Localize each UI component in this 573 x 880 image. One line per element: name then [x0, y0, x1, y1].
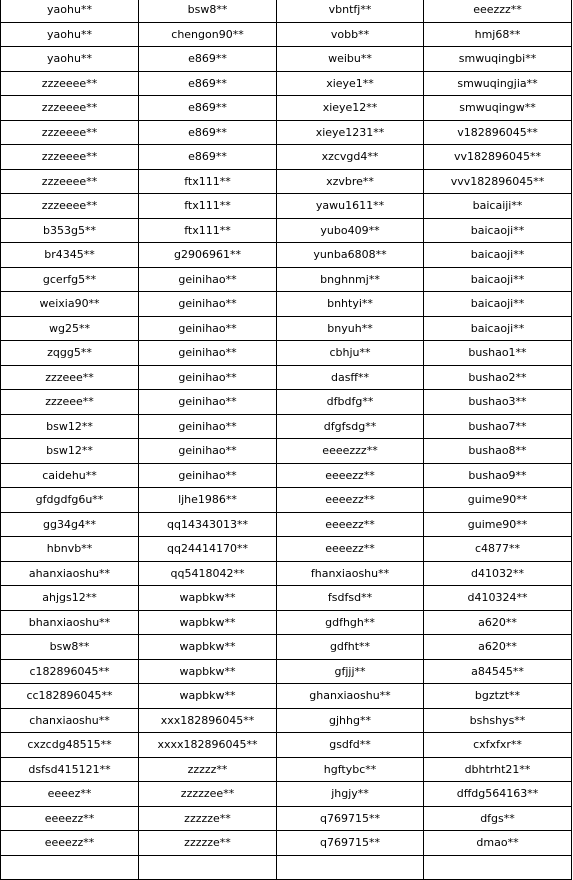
table-row	[1, 365, 572, 390]
table-cell: yunba6808**	[277, 243, 424, 268]
table-cell: ftx111**	[139, 194, 277, 219]
table-row	[1, 316, 572, 341]
table-row	[1, 145, 572, 170]
table-cell: gg34g4**	[1, 512, 139, 537]
table-cell: baicaoji**	[424, 316, 572, 341]
table-cell: dasff**	[277, 365, 424, 390]
table-cell: guime90**	[424, 512, 572, 537]
table-cell: weixia90**	[1, 292, 139, 317]
table-cell: e869**	[139, 47, 277, 72]
table-cell: wg25**	[1, 316, 139, 341]
table-cell: eeeezz**	[1, 806, 139, 831]
table-cell: yawu1611**	[277, 194, 424, 219]
table-cell: q769715**	[277, 831, 424, 856]
table-cell: v182896045**	[424, 120, 572, 145]
table-cell: xzvbre**	[277, 169, 424, 194]
table-cell	[277, 855, 424, 880]
table-cell: geinihao**	[139, 316, 277, 341]
table-cell: baicaoji**	[424, 267, 572, 292]
table-cell: cbhju**	[277, 341, 424, 366]
table-cell: wapbkw**	[139, 684, 277, 709]
table-row	[1, 806, 572, 831]
table-cell: baicaoji**	[424, 292, 572, 317]
table-cell: e869**	[139, 145, 277, 170]
table-cell: ghanxiaoshu**	[277, 684, 424, 709]
table-cell: geinihao**	[139, 292, 277, 317]
table-cell: wapbkw**	[139, 610, 277, 635]
table-cell: e869**	[139, 120, 277, 145]
table-row	[1, 488, 572, 513]
table-cell: ftx111**	[139, 218, 277, 243]
table-cell: chanxiaoshu**	[1, 708, 139, 733]
table-cell: dffdg564163**	[424, 782, 572, 807]
table-cell: dsfsd415121**	[1, 757, 139, 782]
table-cell: geinihao**	[139, 439, 277, 464]
table-cell: smwuqingbi**	[424, 47, 572, 72]
table-cell: eeeez**	[1, 782, 139, 807]
table-cell: qq5418042**	[139, 561, 277, 586]
table-cell: a620**	[424, 610, 572, 635]
table-cell: bnghnmj**	[277, 267, 424, 292]
table-row	[1, 47, 572, 72]
table-cell: d41032**	[424, 561, 572, 586]
table-cell: smwuqingjia**	[424, 71, 572, 96]
table-cell: hbnvb**	[1, 537, 139, 562]
table-cell: zzzeeee**	[1, 145, 139, 170]
table-row	[1, 243, 572, 268]
table-row	[1, 194, 572, 219]
table-cell: a620**	[424, 635, 572, 660]
table-cell: yaohu**	[1, 22, 139, 47]
table-row	[1, 635, 572, 660]
table-cell: eeeezz**	[277, 488, 424, 513]
table-cell: wapbkw**	[139, 659, 277, 684]
table-cell: xieye1231**	[277, 120, 424, 145]
table-cell: gfdgdfg6u**	[1, 488, 139, 513]
table-cell: g2906961**	[139, 243, 277, 268]
table-cell: zzzzze**	[139, 806, 277, 831]
table-cell: dfgs**	[424, 806, 572, 831]
table-cell: bshshys**	[424, 708, 572, 733]
table-cell: zzzzze**	[139, 831, 277, 856]
table-cell	[1, 855, 139, 880]
table-row	[1, 463, 572, 488]
table-cell: zzzeeee**	[1, 169, 139, 194]
table-row	[1, 71, 572, 96]
table-cell: geinihao**	[139, 365, 277, 390]
table-cell: caidehu**	[1, 463, 139, 488]
table-cell: weibu**	[277, 47, 424, 72]
table-cell: eeeezz**	[277, 512, 424, 537]
table-body	[1, 0, 572, 880]
table-cell: baicaoji**	[424, 243, 572, 268]
table-row	[1, 439, 572, 464]
table-row	[1, 22, 572, 47]
table-cell: bushao2**	[424, 365, 572, 390]
table-row	[1, 561, 572, 586]
table-cell: geinihao**	[139, 414, 277, 439]
table-cell: xieye12**	[277, 96, 424, 121]
table-cell: cc182896045**	[1, 684, 139, 709]
table-cell: smwuqingw**	[424, 96, 572, 121]
table-cell: baicaoji**	[424, 218, 572, 243]
table-cell	[424, 855, 572, 880]
table-row	[1, 586, 572, 611]
table-cell: bsw12**	[1, 414, 139, 439]
table-cell: xzcvgd4**	[277, 145, 424, 170]
table-cell: zqgg5**	[1, 341, 139, 366]
table-cell: guime90**	[424, 488, 572, 513]
table-cell: eeeezz**	[277, 463, 424, 488]
table-cell: jhgjy**	[277, 782, 424, 807]
table-cell: ahjgs12**	[1, 586, 139, 611]
table-cell: zzzzzee**	[139, 782, 277, 807]
table-cell: xxxx182896045**	[139, 733, 277, 758]
table-cell: e869**	[139, 96, 277, 121]
table-cell: b353g5**	[1, 218, 139, 243]
table-cell: bnhtyi**	[277, 292, 424, 317]
table-cell: vobb**	[277, 22, 424, 47]
table-cell: dfbdfg**	[277, 390, 424, 415]
table-cell: baicaiji**	[424, 194, 572, 219]
table-cell: dbhtrht21**	[424, 757, 572, 782]
table-row	[1, 292, 572, 317]
table-row	[1, 390, 572, 415]
table-cell: zzzzz**	[139, 757, 277, 782]
table-cell: ljhe1986**	[139, 488, 277, 513]
table-cell: wapbkw**	[139, 635, 277, 660]
table-cell: eeeezz**	[277, 537, 424, 562]
table-cell: fsdfsd**	[277, 586, 424, 611]
table-cell: cxfxfxr**	[424, 733, 572, 758]
table-cell: bsw12**	[1, 439, 139, 464]
table-cell: chengon90**	[139, 22, 277, 47]
table-row	[1, 733, 572, 758]
table-cell: hgftybc**	[277, 757, 424, 782]
table-row	[1, 708, 572, 733]
table-cell: geinihao**	[139, 390, 277, 415]
table-cell: dfgfsdg**	[277, 414, 424, 439]
table-cell: qq24414170**	[139, 537, 277, 562]
table-cell: bushao9**	[424, 463, 572, 488]
table-cell: hmj68**	[424, 22, 572, 47]
table-cell: yaohu**	[1, 0, 139, 22]
table-cell: ahanxiaoshu**	[1, 561, 139, 586]
table-cell: bushao3**	[424, 390, 572, 415]
table-row	[1, 169, 572, 194]
table-cell: fhanxiaoshu**	[277, 561, 424, 586]
table-cell: qq14343013**	[139, 512, 277, 537]
table-cell: zzzeee**	[1, 365, 139, 390]
table-row	[1, 610, 572, 635]
table-cell: eeeezzz**	[277, 439, 424, 464]
table-row	[1, 659, 572, 684]
table-cell: bhanxiaoshu**	[1, 610, 139, 635]
table-row	[1, 414, 572, 439]
table-cell: bgztzt**	[424, 684, 572, 709]
table-cell: gcerfg5**	[1, 267, 139, 292]
table-cell: vbntfj**	[277, 0, 424, 22]
table-cell: vv182896045**	[424, 145, 572, 170]
table-row	[1, 267, 572, 292]
table-row	[1, 855, 572, 880]
table-row	[1, 0, 572, 22]
table-cell: br4345**	[1, 243, 139, 268]
table-cell: bushao8**	[424, 439, 572, 464]
table-cell: zzzeeee**	[1, 71, 139, 96]
table-row	[1, 341, 572, 366]
table-cell: e869**	[139, 71, 277, 96]
table-cell: gdfhgh**	[277, 610, 424, 635]
table-row	[1, 684, 572, 709]
table-cell: xxx182896045**	[139, 708, 277, 733]
table-row	[1, 831, 572, 856]
table-cell: cxzcdg48515**	[1, 733, 139, 758]
table-cell: dmao**	[424, 831, 572, 856]
table-cell: wapbkw**	[139, 586, 277, 611]
table-cell: bushao1**	[424, 341, 572, 366]
table-row	[1, 96, 572, 121]
table-cell: gsdfd**	[277, 733, 424, 758]
table-cell: q769715**	[277, 806, 424, 831]
table-cell: zzzeeee**	[1, 96, 139, 121]
table-cell: vvv182896045**	[424, 169, 572, 194]
table-cell: geinihao**	[139, 267, 277, 292]
table-row	[1, 218, 572, 243]
table-cell: eeeezz**	[1, 831, 139, 856]
table-cell: geinihao**	[139, 341, 277, 366]
table-cell: zzzeeee**	[1, 194, 139, 219]
table-cell: zzzeee**	[1, 390, 139, 415]
table-cell: bsw8**	[139, 0, 277, 22]
table-cell: gjhhg**	[277, 708, 424, 733]
table-cell: bushao7**	[424, 414, 572, 439]
table-cell: geinihao**	[139, 463, 277, 488]
table-cell: gdfht**	[277, 635, 424, 660]
table-cell	[139, 855, 277, 880]
table-cell: c182896045**	[1, 659, 139, 684]
table-cell: eeezzz**	[424, 0, 572, 22]
table-row	[1, 120, 572, 145]
table-row	[1, 537, 572, 562]
table-cell: c4877**	[424, 537, 572, 562]
table-cell: bsw8**	[1, 635, 139, 660]
table-cell: bnyuh**	[277, 316, 424, 341]
table-cell: xieye1**	[277, 71, 424, 96]
table-row	[1, 512, 572, 537]
table-row	[1, 757, 572, 782]
table-row	[1, 782, 572, 807]
table-cell: gfjjj**	[277, 659, 424, 684]
table-cell: a84545**	[424, 659, 572, 684]
table-cell: yubo409**	[277, 218, 424, 243]
table-cell: yaohu**	[1, 47, 139, 72]
table-cell: ftx111**	[139, 169, 277, 194]
table-cell: zzzeeee**	[1, 120, 139, 145]
table-cell: d410324**	[424, 586, 572, 611]
